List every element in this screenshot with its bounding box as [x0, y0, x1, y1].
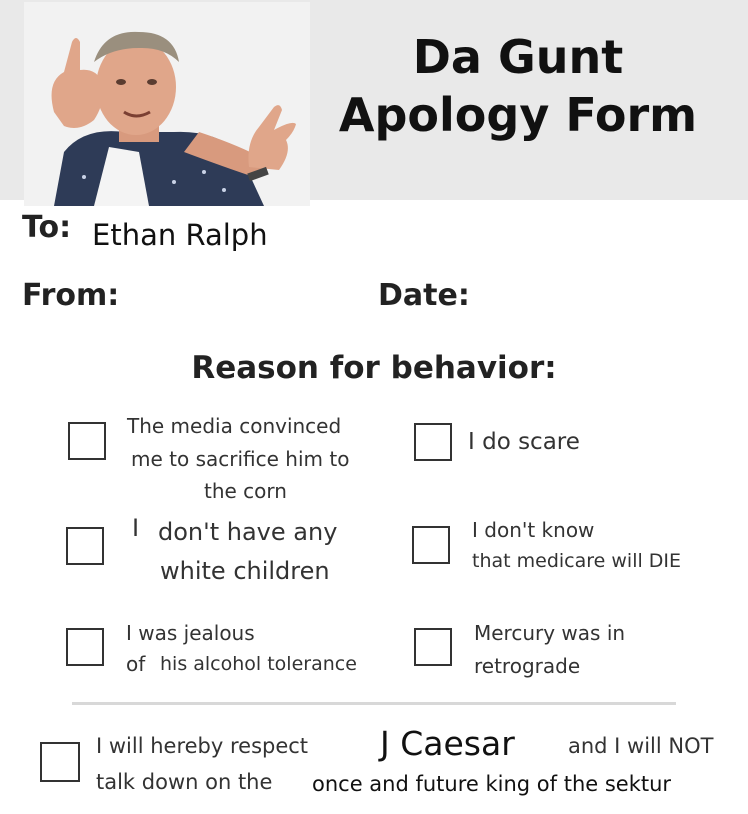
checkbox-pledge[interactable]: [40, 742, 80, 782]
from-label: From:: [22, 278, 120, 313]
option-3-handwritten-2: white children: [160, 557, 330, 585]
pledge-handwritten-tail: once and future king of the sektur: [312, 772, 672, 796]
option-6-printed: Mercury was in: [474, 621, 626, 645]
date-label: Date:: [378, 278, 470, 313]
pledge-printed-a: I will hereby respect: [96, 734, 309, 758]
option-1-handwritten-2: the corn: [204, 479, 287, 503]
option-5-printed: I was jealous: [126, 621, 255, 645]
checkbox-white-children[interactable]: [66, 527, 104, 565]
to-value[interactable]: Ethan Ralph: [92, 218, 268, 252]
photo: [24, 2, 310, 206]
checkbox-jealous[interactable]: [66, 628, 104, 666]
option-6-printed-2: retrograde: [474, 654, 581, 678]
option-3-handwritten: don't have any: [158, 518, 338, 546]
checkbox-media-corn[interactable]: [68, 422, 106, 460]
option-5-handwritten: his alcohol tolerance: [160, 653, 357, 675]
divider: [72, 702, 676, 705]
checkbox-mercury[interactable]: [414, 628, 452, 666]
man-gesturing-photo-icon: [24, 2, 310, 206]
option-1-handwritten: me to sacrifice him to: [131, 447, 350, 471]
form-title: [318, 28, 718, 144]
option-3-printed: I: [132, 514, 140, 542]
pledge-printed-c: talk down on the: [96, 770, 273, 794]
option-4-printed: I don't know: [472, 518, 595, 542]
checkbox-medicare[interactable]: [412, 526, 450, 564]
reason-title: Reason for behavior:: [191, 350, 557, 386]
option-2-handwritten: I do scare: [468, 429, 580, 455]
pledge-handwritten-name: J Caesar: [380, 724, 515, 763]
option-1-printed: The media convinced: [127, 414, 342, 438]
title-line-2: Apology Form: [338, 88, 698, 142]
pledge-printed-b: and I will NOT: [568, 734, 714, 758]
checkbox-do-scare[interactable]: [414, 423, 452, 461]
option-5-printed-2: of: [126, 652, 146, 676]
to-label: To:: [22, 210, 72, 245]
option-4-handwritten: that medicare will DIE: [472, 550, 682, 572]
title-line-1: Da Gunt: [412, 30, 624, 84]
